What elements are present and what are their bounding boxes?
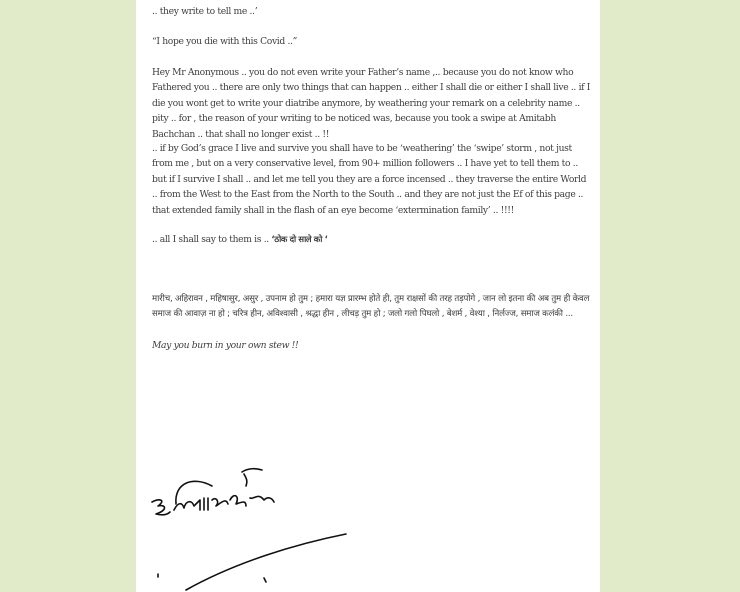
all-i-shall-say-text: .. all I shall say to them is .. <box>152 234 272 245</box>
paragraph-hindi: मारीच, अहिरावन , महिषासुर, असुर , उपनाम हो तुम ; हमारा यज्ञ प्रारम्भ होते ही, तुम राक्षसों की तरह तड़पोगे , जान लो इतना की अब तुम ही केवल समाज की आवाज़ ना हो ; चरित्र हीन, अविश्वासी , श्रद्धा हीन , लीचड़ तुम हो ; जलो गलो पिघलो , बेशर्म , वेश्या , निर्लज्ज, समाज कलंकी ... <box>152 294 590 320</box>
paragraph-all-i-shall-say <box>152 232 592 247</box>
document-page <box>136 0 600 592</box>
signature-image <box>146 462 366 592</box>
paragraph-gods-grace: .. if by God’s grace I live and survive you shall have to be ‘weathering’ the ‘swipe’ storm , not just from me , but on a very conservative level, from 90+ million followers .. I have yet to tell them to .. but if I survive I shall .. and let me tell you they are a force incensed .. they traverse the entire World .. from the West to the East from the North to the South .. and they are not just the Ef of this page .. that extended family shall in the flash of an eye become ‘extermination family’ .. !!!! <box>152 143 587 216</box>
paragraph-burn-stew: May you burn in your own stew !! <box>152 340 299 351</box>
paragraph-they-write: .. they write to tell me ..’ <box>152 6 258 17</box>
hindi-quote: ‘ठोक दो साले को ‘ <box>271 234 328 244</box>
paragraph-covid-quote: “I hope you die with this Covid ..” <box>152 36 297 47</box>
paragraph-anonymous: Hey Mr Anonymous .. you do not even write your Father’s name ,.. because you do not know who Fathered you .. there are only two things that can happen .. either I shall die or either I shall live .. if I die you wont get to write your diatribe anymore, by weathering your remark on a celebrity name .. pity .. for , the reason of your writing to be noticed was, because you took a swipe at Amitabh Bachchan .. that shall no longer exist .. !! <box>152 67 591 140</box>
